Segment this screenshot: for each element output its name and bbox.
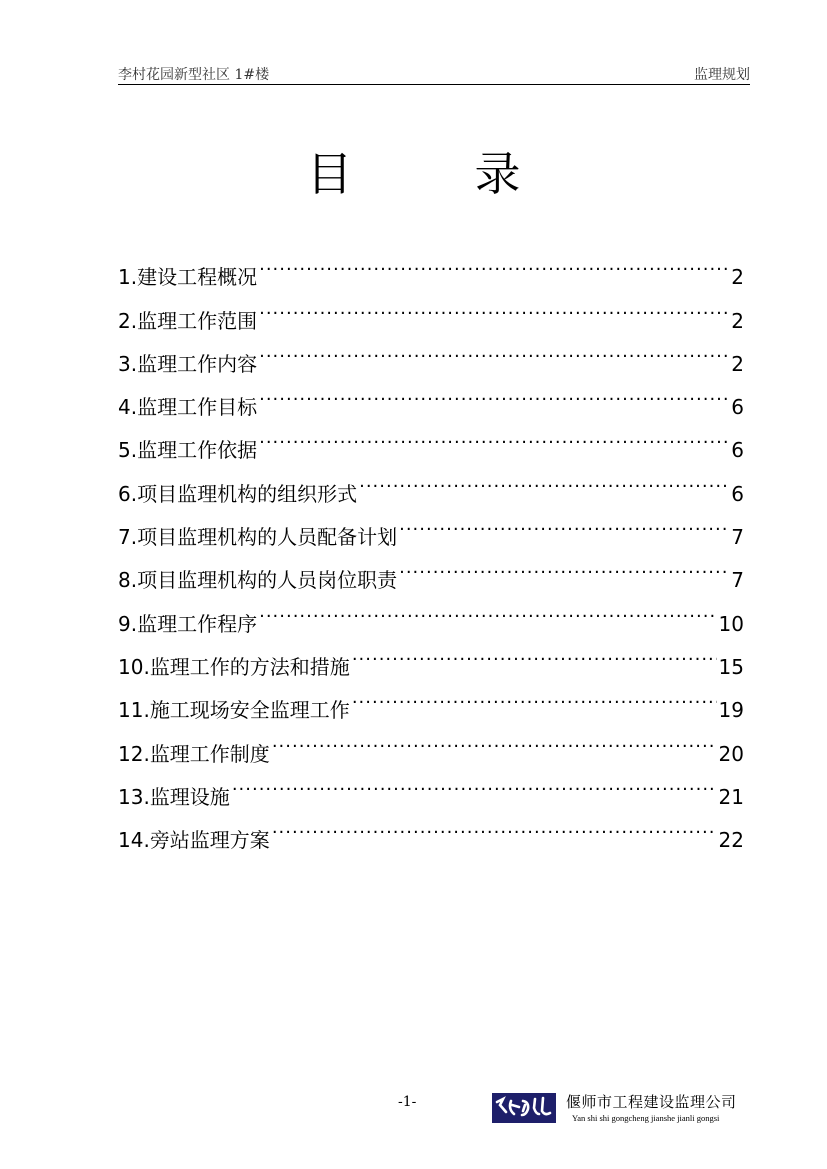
- toc-entry-page: 21: [718, 784, 744, 809]
- toc-entry-label: 旁站监理方案: [149, 828, 270, 853]
- toc-entry-page: 15: [718, 654, 744, 679]
- toc-entry-page: 20: [718, 741, 744, 766]
- toc-entry-number: 9.: [118, 611, 138, 636]
- toc-entry-number: 1.: [118, 265, 138, 290]
- table-of-contents: [118, 241, 744, 853]
- toc-entry-page: 10: [718, 611, 744, 636]
- dot-leader: [359, 457, 729, 500]
- toc-entry-label: 监理工作内容: [137, 351, 258, 376]
- dot-leader: [272, 804, 717, 847]
- toc-entry-number: 3.: [118, 351, 138, 376]
- toc-entry-page: 19: [718, 698, 744, 723]
- dot-leader: [232, 761, 717, 804]
- dot-leader: [259, 587, 716, 630]
- toc-entry-label: 监理工作依据: [137, 438, 258, 463]
- dot-leader: [259, 414, 729, 457]
- toc-entry-page: 2: [731, 265, 744, 290]
- page-title: 目录: [306, 147, 643, 201]
- toc-entry-1[interactable]: [118, 241, 744, 290]
- toc-entry-label: 监理工作范围: [137, 308, 258, 333]
- toc-entry-label: 监理工作的方法和措施: [149, 654, 350, 679]
- dot-leader: [259, 241, 729, 284]
- toc-entry-number: 2.: [118, 308, 138, 333]
- dot-leader: [399, 544, 729, 587]
- dot-leader: [352, 674, 717, 717]
- toc-entry-page: 6: [731, 481, 744, 506]
- toc-entry-label: 项目监理机构的人员配备计划: [137, 525, 398, 550]
- company-logo-icon: [492, 1093, 556, 1123]
- toc-entry-page: 7: [731, 568, 744, 593]
- dot-leader: [259, 328, 729, 371]
- page-number: -1-: [398, 1094, 417, 1110]
- toc-entry-number: 5.: [118, 438, 138, 463]
- dot-leader: [259, 371, 729, 414]
- toc-entry-number: 4.: [118, 395, 138, 420]
- toc-entry-label: 项目监理机构的组织形式: [137, 481, 358, 506]
- toc-entry-label: 项目监理机构的人员岗位职责: [137, 568, 398, 593]
- toc-entry-number: 14.: [118, 828, 150, 853]
- toc-entry-number: 7.: [118, 525, 138, 550]
- toc-entry-page: 22: [718, 828, 744, 853]
- dot-leader: [259, 284, 729, 327]
- toc-entry-number: 11.: [118, 698, 150, 723]
- company-name-chinese: 偃师市工程建设监理公司: [566, 1093, 737, 1111]
- toc-entry-page: 7: [731, 525, 744, 550]
- toc-entry-page: 6: [731, 438, 744, 463]
- toc-entry-label: 施工现场安全监理工作: [149, 698, 350, 723]
- dot-leader: [352, 631, 717, 674]
- header-document-type: 监理规划: [694, 67, 750, 83]
- company-name-pinyin: Yan shi shi gongcheng jianshe jianli gongsi: [572, 1113, 720, 1123]
- toc-entry-page: 6: [731, 395, 744, 420]
- toc-entry-number: 8.: [118, 568, 138, 593]
- dot-leader: [272, 717, 717, 760]
- toc-entry-label: 监理工作目标: [137, 395, 258, 420]
- page-header: [118, 62, 750, 85]
- toc-entry-label: 监理工作制度: [149, 741, 270, 766]
- toc-entry-number: 12.: [118, 741, 150, 766]
- toc-entry-label: 建设工程概况: [137, 265, 258, 290]
- toc-entry-number: 13.: [118, 784, 150, 809]
- toc-entry-page: 2: [731, 308, 744, 333]
- header-project-name: 李村花园新型社区 1#楼: [118, 67, 270, 83]
- toc-entry-number: 10.: [118, 654, 150, 679]
- toc-entry-number: 6.: [118, 481, 138, 506]
- toc-entry-label: 监理工作程序: [137, 611, 258, 636]
- company-block: [566, 1093, 737, 1125]
- toc-entry-page: 2: [731, 351, 744, 376]
- dot-leader: [399, 501, 729, 544]
- toc-entry-label: 监理设施: [149, 784, 230, 809]
